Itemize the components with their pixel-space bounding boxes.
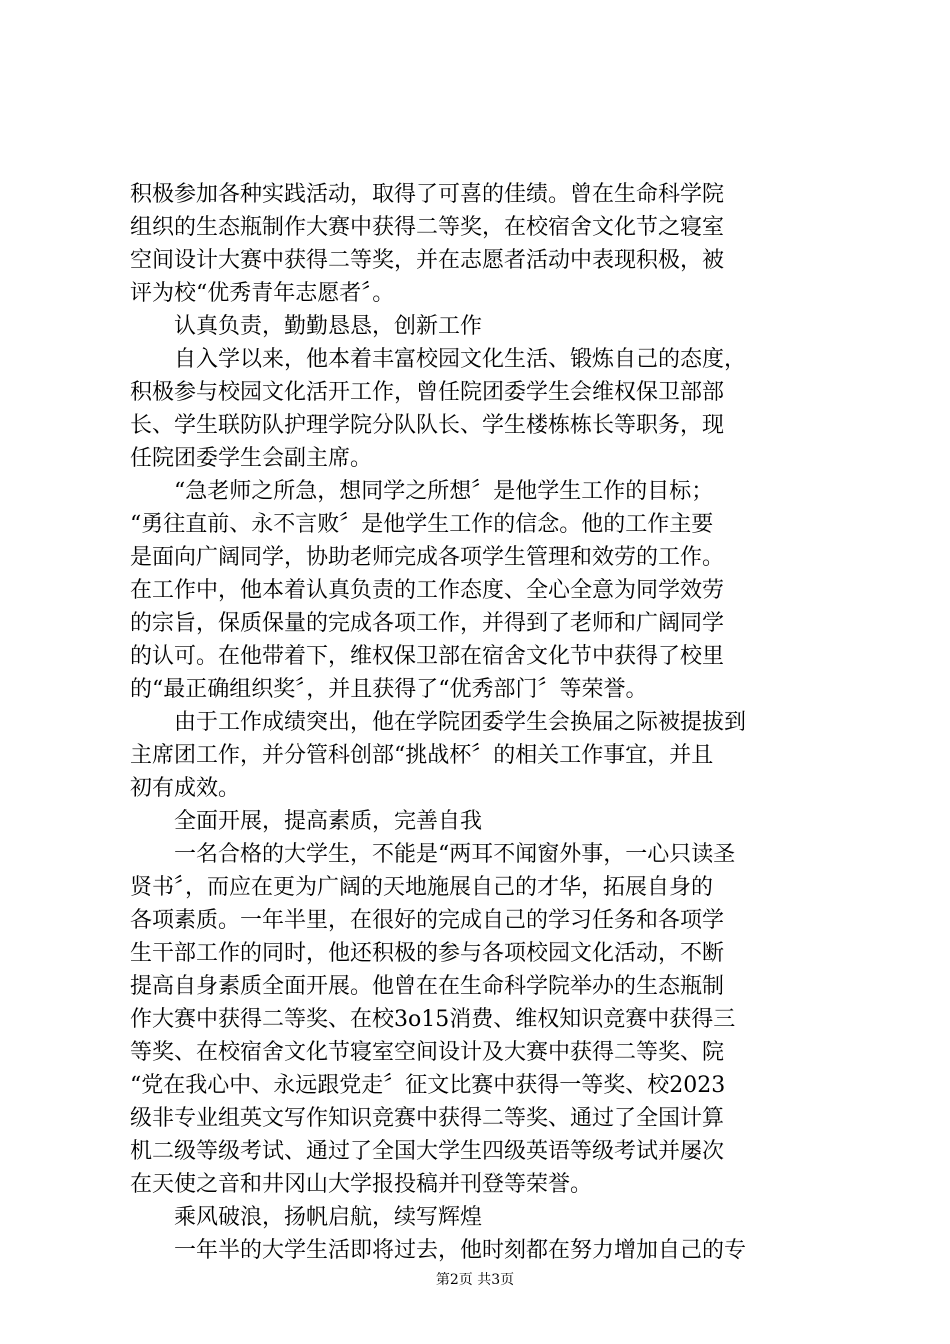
text-line: 评为校“优秀青年志愿者〞。 <box>130 281 395 306</box>
text-line: 的“最正确组织奖〞，并且获得了“优秀部门〞等荣誉。 <box>130 677 648 702</box>
text-line: 自入学以来，他本着丰富校园文化生活、锻炼自己的态度， <box>174 347 747 372</box>
text-line: 各项素质。一年半里，在很好的完成自己的学习任务和各项学 <box>130 908 725 933</box>
text-line: 是面向广阔同学，协助老师完成各项学生管理和效劳的工作。 <box>130 545 725 570</box>
text-line: 的认可。在他带着下，维权保卫部在宿舍文化节中获得了校里 <box>130 644 725 669</box>
text-line: 贤书〞，而应在更为广阔的天地施展自己的才华，拓展自身的 <box>130 875 714 900</box>
text-line: 任院团委学生会副主席。 <box>130 446 373 471</box>
text-line: 积极参加各种实践活动，取得了可喜的佳绩。曾在生命科学院 <box>130 182 725 207</box>
text-line: 主席团工作，并分管科创部“挑战杯〞的相关工作事宜，并且 <box>130 743 714 768</box>
text-line: 级非专业组英文写作知识竞赛中获得二等奖、通过了全国计算 <box>130 1106 725 1131</box>
text-line: 组织的生态瓶制作大赛中获得二等奖，在校宿舍文化节之寝室 <box>130 215 725 240</box>
text-line: 提高自身素质全面开展。他曾在在生命科学院举办的生态瓶制 <box>130 974 725 999</box>
text-line: 作大赛中获得二等奖、在校3o15消费、维权知识竞赛中获得三 <box>130 1007 736 1032</box>
text-line: 一年半的大学生活即将过去，他时刻都在努力增加自己的专 <box>174 1238 747 1263</box>
text-line: 初有成效。 <box>130 776 241 801</box>
page-number: 第2页 共3页 <box>435 1272 515 1288</box>
document-body <box>130 178 830 1267</box>
text-line: “勇往直前、永不言败〞是他学生工作的信念。他的工作主要 <box>130 512 714 537</box>
text-line: 在工作中，他本着认真负责的工作态度、全心全意为同学效劳 <box>130 578 725 603</box>
text-line: 积极参与校园文化活开工作，曾任院团委学生会维权保卫部部 <box>130 380 725 405</box>
text-line: 长、学生联防队护理学院分队队长、学生楼栋栋长等职务，现 <box>130 413 725 438</box>
section-heading: 全面开展，提高素质，完善自我 <box>174 809 483 834</box>
text-line: 的宗旨，保质保量的完成各项工作，并得到了老师和广阔同学 <box>130 611 725 636</box>
text-line: 机二级等级考试、通过了全国大学生四级英语等级考试并屡次 <box>130 1139 725 1164</box>
text-line: 空间设计大赛中获得二等奖，并在志愿者活动中表现积极，被 <box>130 248 725 273</box>
text-line: 一名合格的大学生，不能是“两耳不闻窗外事，一心只读圣 <box>174 842 736 867</box>
text-line: 等奖、在校宿舍文化节寝室空间设计及大赛中获得二等奖、院 <box>130 1040 725 1065</box>
text-line: “党在我心中、永远跟党走〞征文比赛中获得一等奖、校2023 <box>130 1073 726 1098</box>
section-heading: 认真负责，勤勤恳恳，创新工作 <box>174 314 483 339</box>
section-heading: 乘风破浪，扬帆启航，续写辉煌 <box>174 1205 483 1230</box>
text-line: “急老师之所急，想同学之所想〞是他学生工作的目标； <box>174 479 714 504</box>
text-line: 在天使之音和井冈山大学报投稿并刊登等荣誉。 <box>130 1172 593 1197</box>
text-line: 由于工作成绩突出，他在学院团委学生会换届之际被提拔到 <box>174 710 747 735</box>
text-line: 生干部工作的同时，他还积极的参与各项校园文化活动，不断 <box>130 941 725 966</box>
